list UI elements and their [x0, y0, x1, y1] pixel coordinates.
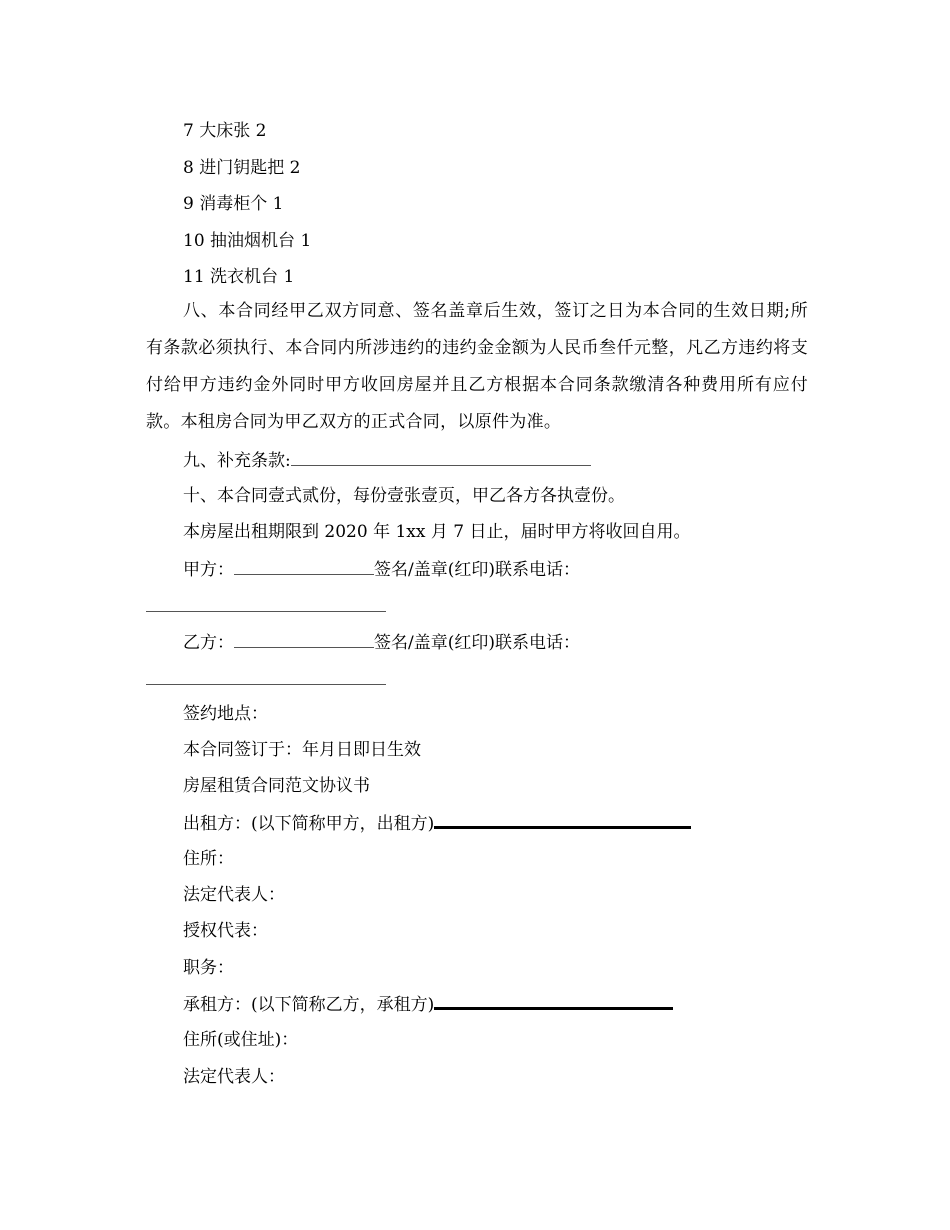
inventory-item-7: 7 大床张 2	[183, 121, 267, 141]
party-b-blank	[234, 631, 374, 648]
party-a-blank	[234, 558, 374, 575]
inventory-item-9: 9 消毒柜个 1	[183, 194, 284, 214]
lessor-line	[183, 812, 691, 835]
lessor-auth-rep: 授权代表：	[183, 921, 268, 941]
signing-place: 签约地点：	[183, 704, 268, 724]
party-b-phone-blank	[146, 684, 386, 685]
inventory-item-10: 10 抽油烟机台 1	[183, 231, 312, 251]
lessor-label: 出租方：(以下简称甲方，出租方)	[183, 814, 435, 834]
lessor-address: 住所：	[183, 849, 234, 869]
lessee-blank	[434, 993, 673, 1010]
inventory-item-11: 11 洗衣机台 1	[183, 267, 295, 287]
lessor-position: 职务：	[183, 958, 234, 978]
lease-end-statement: 本房屋出租期限到 2020 年 1xx 月 7 日止，届时甲方将收回自用。	[183, 522, 691, 542]
document-title: 房屋租赁合同范文协议书	[183, 776, 370, 796]
clause-10: 十、本合同壹式贰份，每份壹张壹页，甲乙各方各执壹份。	[183, 486, 625, 506]
inventory-item-8: 8 进门钥匙把 2	[183, 158, 301, 178]
clause-9-blank	[291, 449, 591, 466]
lessee-legal-rep: 法定代表人：	[183, 1067, 285, 1087]
party-b-label: 乙方：	[183, 633, 234, 653]
party-b-sign-label: 签名/盖章(红印)联系电话：	[374, 633, 580, 653]
party-a-sign-label: 签名/盖章(红印)联系电话：	[374, 560, 580, 580]
lessor-blank	[434, 812, 691, 829]
lessee-label: 承租方：(以下简称乙方，承租方)	[183, 995, 435, 1015]
lessor-legal-rep: 法定代表人：	[183, 885, 285, 905]
party-b-line	[183, 631, 580, 654]
clause-9-line	[183, 449, 591, 472]
clause-9-label: 九、补充条款:	[183, 451, 291, 471]
clause-8-paragraph: 八、本合同经甲乙双方同意、签名盖章后生效，签订之日为本合同的生效日期;所有条款必须执行、本合同内所涉违约的违约金金额为人民币叁仟元整，凡乙方违约将支付给甲方违约金外同时甲方收回房屋并且乙方根据本合同条款缴清各种费用所有应付款。本租房合同为甲乙双方的正式合同，以原件为准。	[146, 301, 808, 432]
party-a-label: 甲方：	[183, 560, 234, 580]
lessee-address: 住所(或住址)：	[183, 1030, 299, 1050]
party-a-phone-blank	[146, 611, 386, 612]
party-a-line	[183, 558, 580, 581]
signing-date: 本合同签订于：年月日即日生效	[183, 740, 421, 760]
lessee-line	[183, 993, 673, 1016]
